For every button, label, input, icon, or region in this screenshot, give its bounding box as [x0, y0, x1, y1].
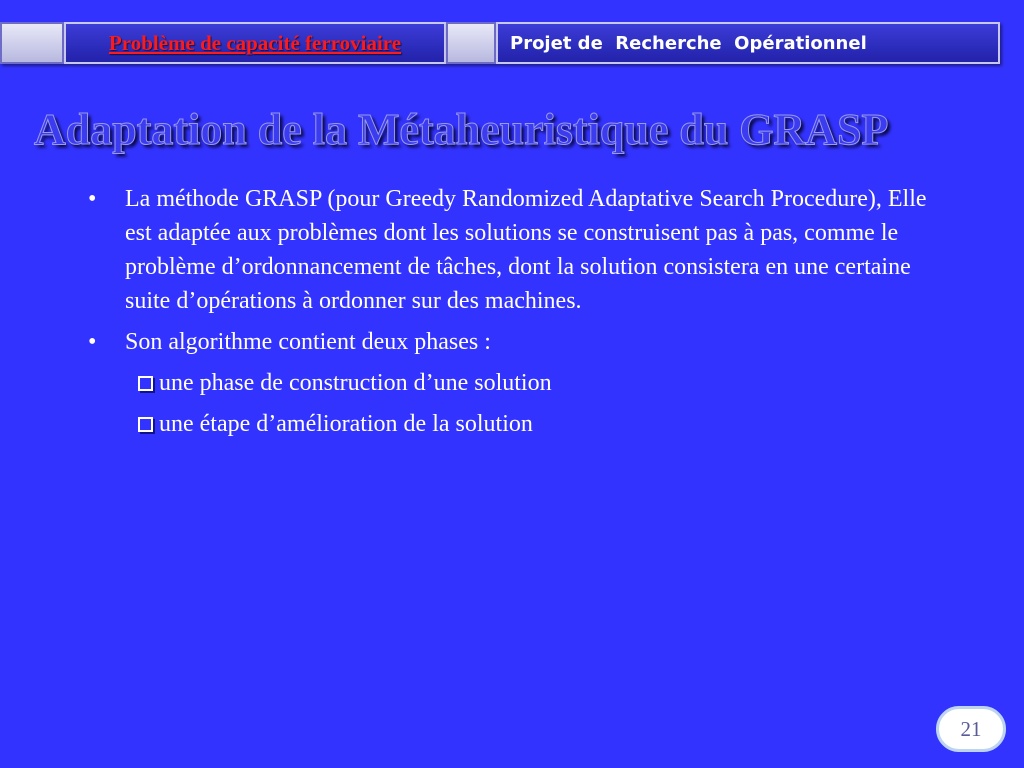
- bullet-item: [88, 182, 938, 318]
- sub-bullet-item: [138, 407, 938, 441]
- bullet-marker: •: [88, 329, 97, 355]
- header-project-box: [64, 22, 446, 64]
- sub-bullet-item: [138, 366, 938, 400]
- sub-bullet-text: une phase de construction d’une solution: [159, 370, 552, 396]
- bullet-marker: •: [88, 186, 97, 212]
- header-decor-left: [0, 22, 64, 64]
- sub-bullet-text: une étape d’amélioration de la solution: [159, 411, 533, 437]
- course-title: Projet de Recherche Opérationnel: [510, 32, 867, 54]
- header-course-box: [496, 22, 1000, 64]
- bullet-text: La méthode GRASP (pour Greedy Randomized Adaptative Search Procedure), Elle est adaptée aux problèmes dont les solutions se construisent pas à pas, comme le problème d’ordonnancement de tâches, dont la solution consistera en une certaine suite d’opérations à ordonner sur des machines.: [125, 186, 927, 314]
- page-number-badge: [936, 706, 1006, 752]
- project-title: Problème de capacité ferroviaire: [108, 30, 402, 55]
- bullet-item: [88, 325, 938, 359]
- page-number: 21: [960, 716, 982, 741]
- header-decor-middle: [446, 22, 496, 64]
- slide-title: Adaptation de la Métaheuristique du GRASP: [34, 105, 889, 154]
- checkbox-icon: [138, 376, 153, 391]
- checkbox-icon: [138, 417, 153, 432]
- bullet-text: Son algorithme contient deux phases :: [125, 329, 491, 355]
- slide-content: [88, 182, 938, 448]
